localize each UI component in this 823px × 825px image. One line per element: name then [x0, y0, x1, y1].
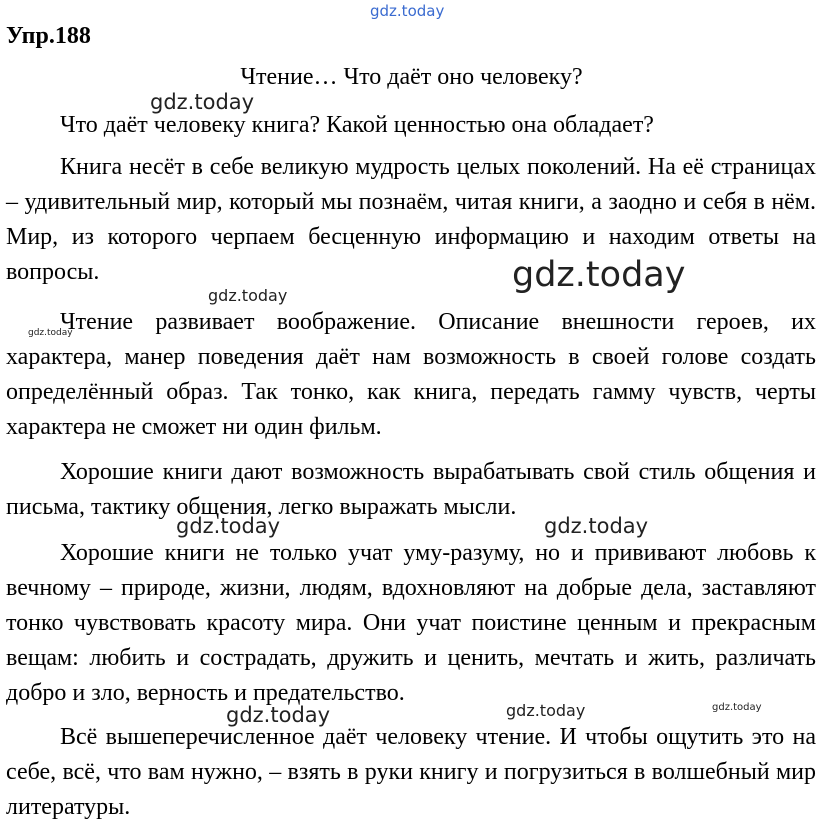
watermark: gdz.today [544, 514, 649, 538]
paragraph-2: Чтение развивает воображение. Описание внешности героев, их характера, манер поведения даёт нам возможность в своей голове создать определённый образ. Так тонко, как книга, передать гамму чувств, черты характера не сможет ни один фильм. [6, 309, 816, 440]
watermark-small: gdz.today [712, 702, 762, 713]
watermark: gdz.today [208, 286, 288, 305]
paragraph-1: Книга несёт в себе великую мудрость целых поколений. На её страницах – удивительный мир, который мы познаём, читая книги, а заодно и себя в нём. Мир, из которого черпаем бесценную информацию и находим ответы на вопросы. [6, 154, 816, 285]
watermark-small: gdz.today [28, 328, 73, 338]
watermark-top: gdz.today [370, 2, 445, 20]
paragraph-5: Всё вышеперечисленное даёт человеку чтение. И чтобы ощутить это на себе, всё, что вам нужно, – взять в руки книгу и погрузиться в волшебный мир литературы. [6, 724, 816, 820]
exercise-heading: Упр.188 [6, 23, 91, 49]
watermark: gdz.today [226, 703, 331, 727]
watermark-large: gdz.today [512, 255, 686, 295]
essay-subtitle: Что даёт человеку книга? Какой ценностью она обладает? [60, 112, 654, 138]
essay-title: Чтение… Что даёт оно человеку? [240, 64, 583, 90]
watermark: gdz.today [150, 90, 255, 114]
watermark: gdz.today [176, 514, 281, 538]
paragraph-4: Хорошие книги не только учат уму-разуму, но и прививают любовь к вечному – природе, жизни, людям, вдохновляют на добрые дела, заставляют тонко чувствовать красоту мира. Они учат поистине ценным и прекрасным вещам: любить и сострадать, дружить и ценить, мечтать и жить, различать добро и зло, верность и предательство. [6, 540, 816, 706]
watermark: gdz.today [506, 701, 586, 720]
paragraph-3: Хорошие книги дают возможность вырабатывать свой стиль общения и письма, тактику общения, легко выражать мысли. [6, 459, 816, 520]
